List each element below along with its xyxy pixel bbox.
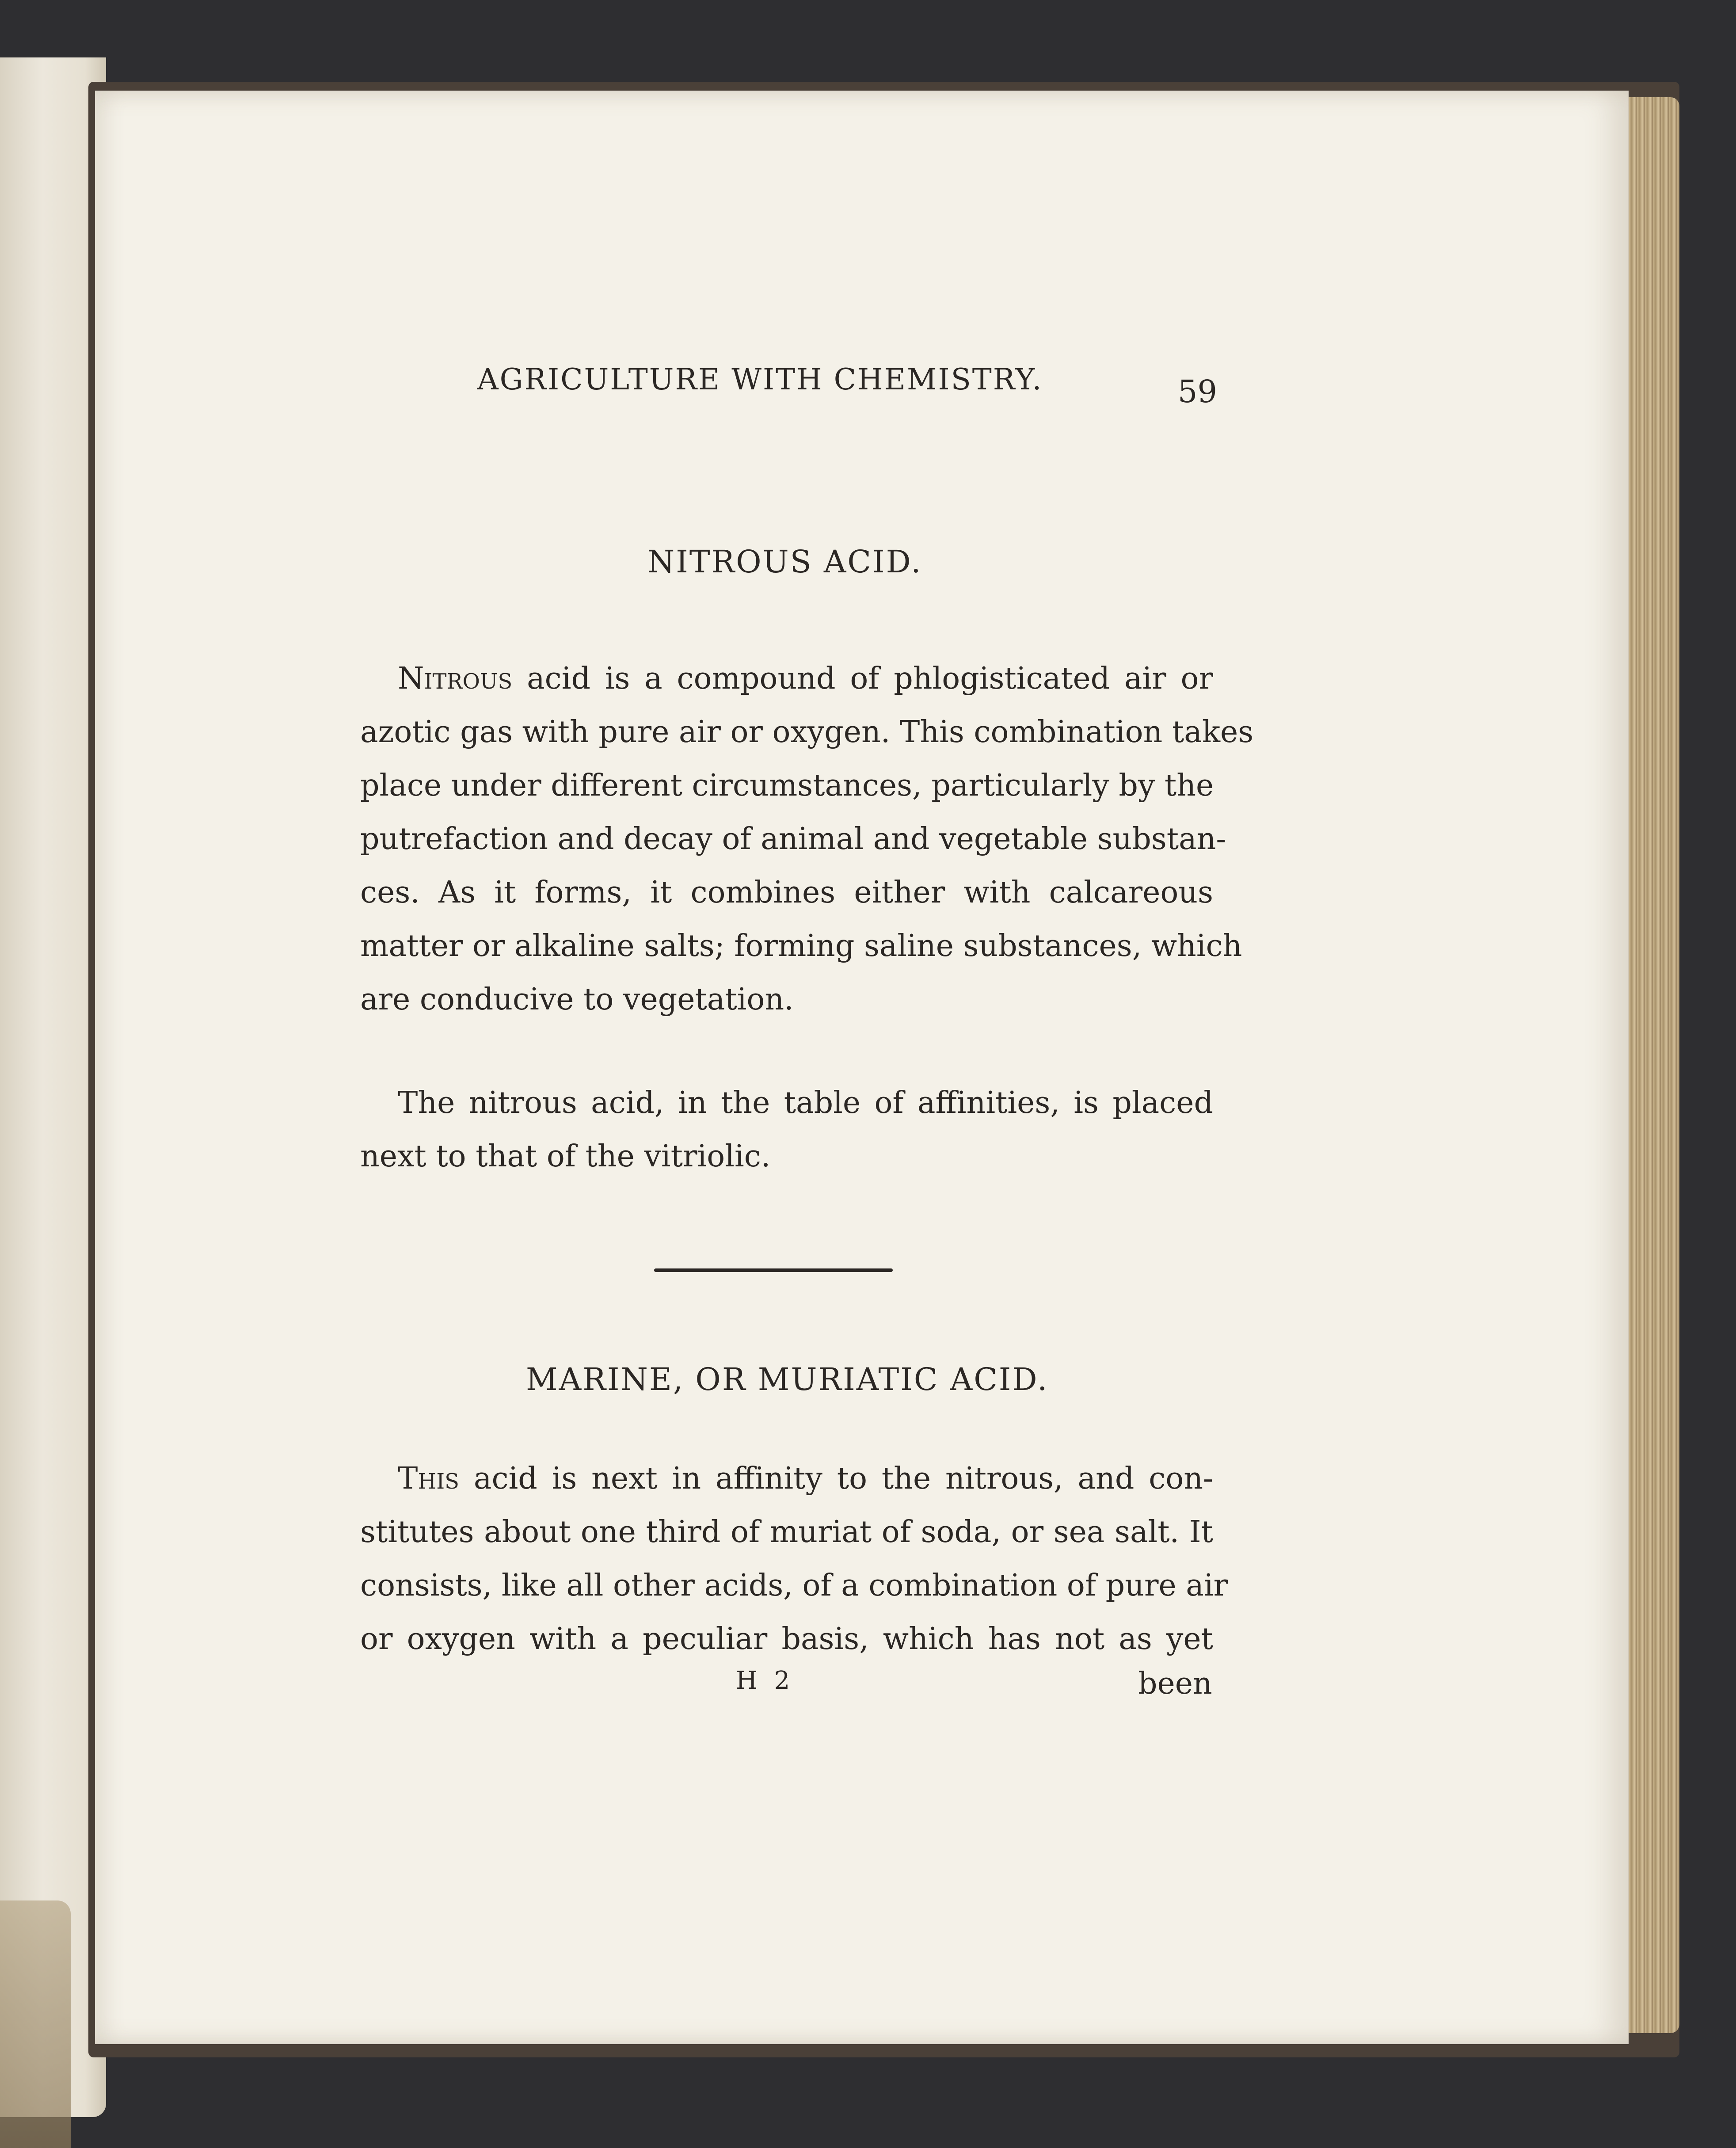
text-line: stitutes about one third of muriat of soda, or sea salt. It — [360, 1515, 1213, 1550]
line-text: acid is next in affinity to the nitrous, and con- — [459, 1461, 1213, 1496]
text-line: consists, like all other acids, of a combination of pure air — [360, 1568, 1228, 1603]
text-line — [360, 1452, 1213, 1505]
paragraph-marine-acid — [360, 1452, 1228, 1666]
text-line: place under different circumstances, particularly by the — [360, 768, 1214, 803]
paragraph-nitrous-affinity — [360, 1076, 1213, 1183]
paragraph-nitrous-acid — [360, 652, 1254, 1026]
line-text: acid is a compound of phlogisticated air or — [512, 661, 1213, 696]
text-line — [360, 652, 1213, 705]
text-line: matter or alkaline salts; forming saline substances, which — [360, 929, 1242, 964]
page-number: 59 — [1178, 373, 1218, 410]
text-line: are conducive to vegetation. — [360, 982, 794, 1017]
text-line: ces. As it forms, it combines either with calcareous — [360, 875, 1213, 910]
section-title-nitrous-acid: NITROUS ACID. — [647, 544, 922, 580]
text-line: putrefaction and decay of animal and vegetable substan- — [360, 822, 1226, 857]
section-divider-rule — [654, 1268, 893, 1272]
lead-word: Nitrous — [398, 661, 513, 696]
lead-word: This — [398, 1461, 460, 1496]
text-line: or oxygen with a peculiar basis, which has not as yet — [360, 1622, 1213, 1657]
facing-page-edge — [0, 1900, 71, 2148]
running-title: AGRICULTURE WITH CHEMISTRY. — [477, 362, 1043, 396]
catchword: been — [1138, 1666, 1212, 1701]
text-line: next to that of the vitriolic. — [360, 1139, 771, 1174]
text-line: The nitrous acid, in the table of affinities, is placed — [398, 1085, 1213, 1120]
signature-mark: H 2 — [736, 1666, 795, 1695]
text-line: azotic gas with pure air or oxygen. This combination takes — [360, 715, 1254, 750]
section-title-marine-acid: MARINE, OR MURIATIC ACID. — [526, 1361, 1049, 1398]
